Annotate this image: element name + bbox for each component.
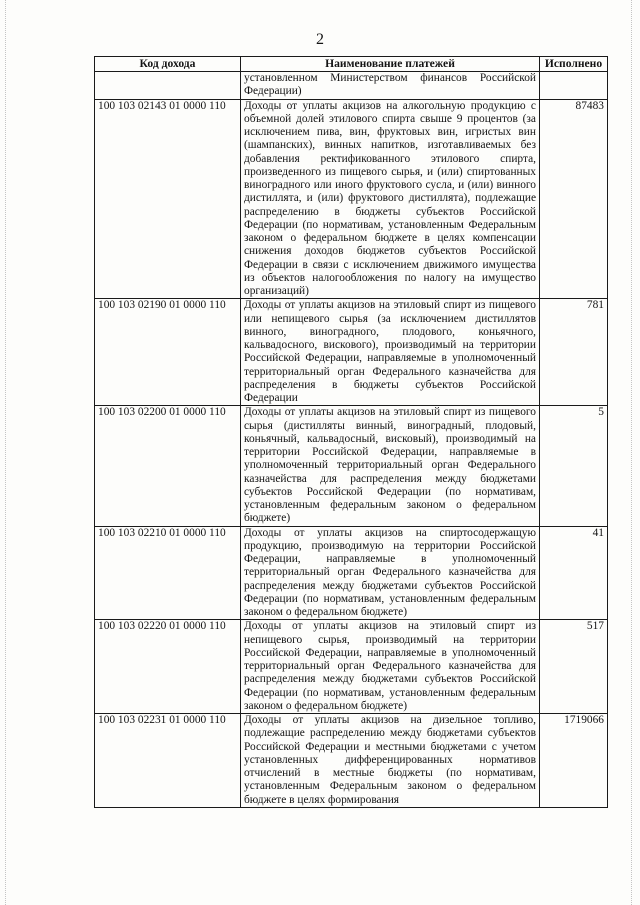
cell-code: 100 103 02200 01 0000 110 bbox=[95, 406, 241, 526]
cell-name: Доходы от уплаты акцизов на спиртосодержащую продукцию, производимую на территории Российской Федерации, направляемые в уполномоченный территориальный орган Федерального казначейства для распределения между бюджетами субъектов Российской Федерации (по нормативам, установленным федеральным законом о федеральном бюджете) bbox=[241, 526, 540, 620]
cell-name: Доходы от уплаты акцизов на дизельное топливо, подлежащие распределению между бюджетами субъектов Российской Федерации и местными бюджетами с учетом установленных дифференцированных нормативов отчислений в местные бюджеты (по нормативам, установленным Федеральным законом о федеральном бюджете в целях формирования bbox=[241, 714, 540, 808]
cell-amount: 517 bbox=[540, 620, 608, 714]
column-header-code: Код дохода bbox=[95, 57, 241, 72]
cell-code: 100 103 02143 01 0000 110 bbox=[95, 99, 241, 299]
table-row bbox=[95, 620, 608, 714]
table-row bbox=[95, 406, 608, 526]
cell-name: Доходы от уплаты акцизов на этиловый спирт из пищевого сырья (дистилляты винный, виноградный, плодовый, коньячный, кальвадосный, висковый), производимый на территории Российской Федерации, направляемые в уполномоченный территориальный орган Федерального казначейства для распределения между бюджетами субъектов Российской Федерации (по нормативам, установленным федеральным законом о федеральном бюджете) bbox=[241, 406, 540, 526]
cell-name: Доходы от уплаты акцизов на алкогольную продукцию с объемной долей этилового спирта свыше 9 процентов (за исключением пива, вин, фруктовых вин, игристых вин (шампанских), винных напитков, изготавливаемых без добавления ректификованного этилового спирта, произведенного из пищевого сырья, и (или) спиртованных виноградного или иного фруктового сусла, и (или) винного дистиллята, и (или) фруктового дистиллята), подлежащие распределению в бюджеты субъектов Российской Федерации (по нормативам, установленным Федеральным законом о федеральном бюджете в целях компенсации снижения доходов бюджетов субъектов Российской Федерации в связи с исключением движимого имущества из объектов налогообложения по налогу на имущество организаций) bbox=[241, 99, 540, 299]
column-header-amount: Исполнено bbox=[540, 57, 608, 72]
column-header-name: Наименование платежей bbox=[241, 57, 540, 72]
cell-amount: 1719066 bbox=[540, 714, 608, 808]
table-row bbox=[95, 714, 608, 808]
cell-amount: 781 bbox=[540, 299, 608, 406]
table-row-continuation bbox=[95, 72, 608, 100]
table-row bbox=[95, 299, 608, 406]
cell-name: Доходы от уплаты акцизов на этиловый спирт из пищевого или непищевого сырья (за исключением дистиллятов винного, виноградного, плодового, коньячного, кальвадосного, вискового), производимый на территории Российской Федерации, направляемые в уполномоченный территориальный орган Федерального казначейства для распределения в бюджеты субъектов Российской Федерации bbox=[241, 299, 540, 406]
income-table bbox=[94, 56, 608, 808]
cell-name: установленном Министерством финансов Российской Федерации) bbox=[241, 72, 540, 100]
table-row bbox=[95, 526, 608, 620]
table-header-row bbox=[95, 57, 608, 72]
cell-code bbox=[95, 72, 241, 100]
cell-amount: 5 bbox=[540, 406, 608, 526]
cell-amount: 41 bbox=[540, 526, 608, 620]
page-number: 2 bbox=[316, 31, 324, 48]
scan-edge-right bbox=[631, 0, 632, 905]
scan-edge-left bbox=[5, 0, 6, 905]
cell-code: 100 103 02231 01 0000 110 bbox=[95, 714, 241, 808]
cell-amount bbox=[540, 72, 608, 100]
cell-amount: 87483 bbox=[540, 99, 608, 299]
cell-name: Доходы от уплаты акцизов на этиловый спирт из непищевого сырья, производимый на территории Российской Федерации, направляемые в уполномоченный территориальный орган Федерального казначейства для распределения между бюджетами субъектов Российской Федерации (по нормативам, установленным федеральным законом о федеральном бюджете) bbox=[241, 620, 540, 714]
cell-code: 100 103 02210 01 0000 110 bbox=[95, 526, 241, 620]
cell-code: 100 103 02220 01 0000 110 bbox=[95, 620, 241, 714]
cell-code: 100 103 02190 01 0000 110 bbox=[95, 299, 241, 406]
table-row bbox=[95, 99, 608, 299]
